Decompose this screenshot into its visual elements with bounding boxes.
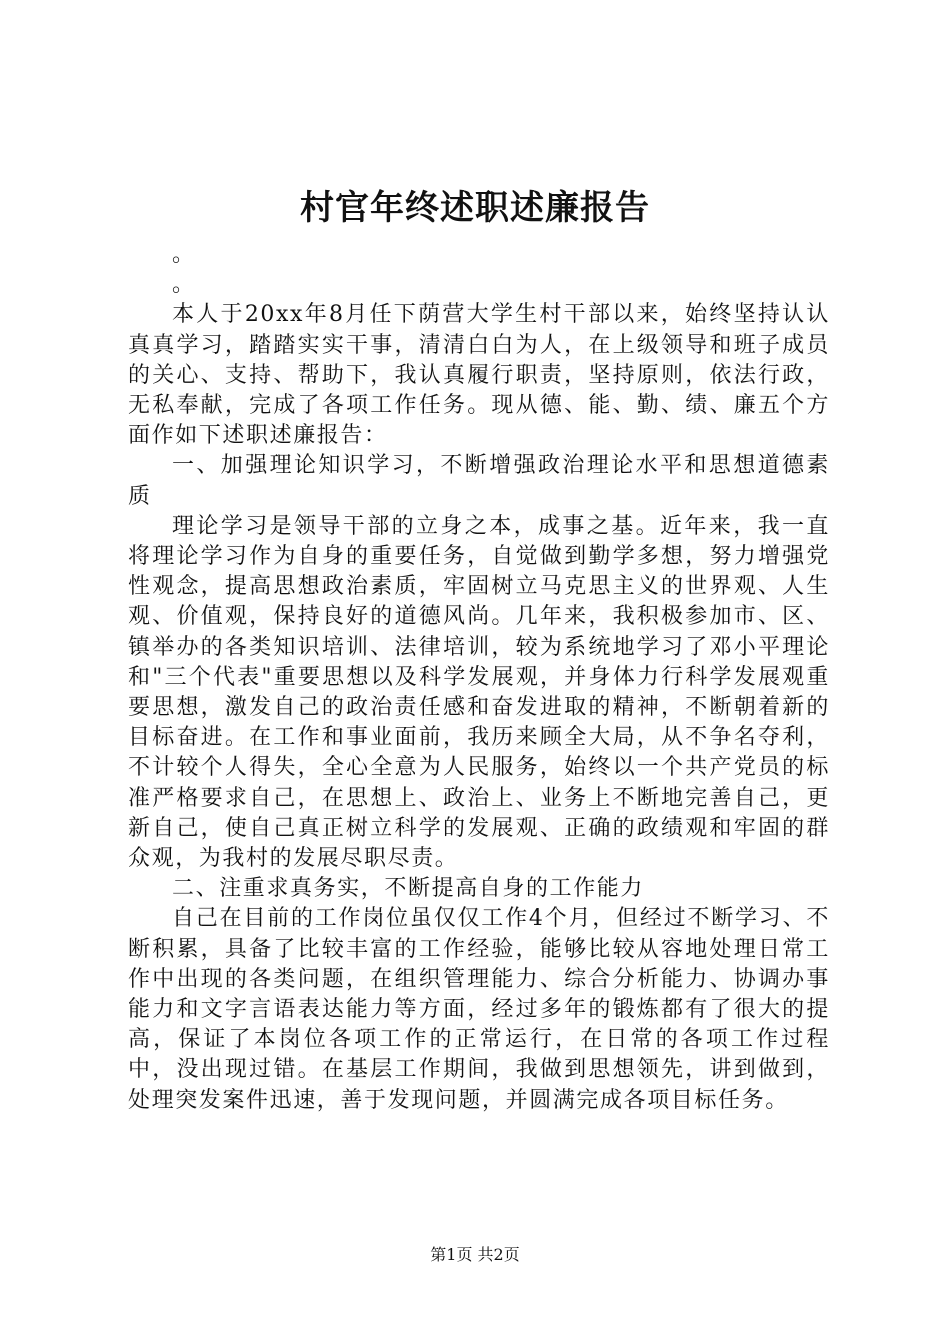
section-heading-2: 二、注重求真务实，不断提高自身的工作能力 (172, 876, 645, 902)
paragraph-section-2: 自己在目前的工作岗位虽仅仅工作4个月，但经过不断学习、不断积累，具备了比较丰富的工作经验，能够比较从容地处理日常工作中出现的各类问题，在组织管理能力、综合分析能力、协调办事能力和文字言语表达能力等方面，经过多年的锻炼都有了很大的提高，保证了本岗位各项工作的正常运行，在日常的各项工作过程中，没出现过错。在基层工作期间，我做到思想领先，讲到做到，处理突发案件迅速，善于发现问题，并圆满完成各项目标任务。 (128, 906, 830, 1113)
paragraph-intro: 本人于20xx年8月任下荫营大学生村干部以来，始终坚持认认真真学习，踏踏实实干事，清清白白为人，在上级领导和班子成员的关心、支持、帮助下，我认真履行职责，坚持原则，依法行政，无私奉献，完成了各项工作任务。现从德、能、勤、绩、廉五个方面作如下述职述廉报告： (128, 302, 830, 449)
document-body (128, 240, 830, 1116)
paragraph-section-1: 理论学习是领导干部的立身之本，成事之基。近年来，我一直将理论学习作为自身的重要任务，自觉做到勤学多想，努力增强党性观念，提高思想政治素质，牢固树立马克思主义的世界观、人生观、价值观，保持良好的道德风尚。几年来，我积极参加市、区、镇举办的各类知识培训、法律培训，较为系统地学习了邓小平理论和"三个代表"重要思想以及科学发展观，并身体力行科学发展观重要思想，激发自己的政治责任感和奋发进取的精神，不断朝着新的目标奋进。在工作和事业面前，我历来顾全大局，从不争名夺利，不计较个人得失，全心全意为人民服务，始终以一个共产党员的标准严格要求自己，在思想上、政治上、业务上不断地完善自己，更新自己，使自己真正树立科学的发展观、正确的政绩观和牢固的群众观，为我村的发展尽职尽责。 (128, 513, 830, 872)
section-heading-1: 一、加强理论知识学习，不断增强政治理论水平和思想道德素质 (128, 453, 830, 509)
document-title: 村官年终述职述廉报告 (300, 188, 650, 228)
page-number: 第1页 共2页 (430, 1245, 520, 1264)
paragraph-dot-2: 。 (172, 272, 196, 298)
paragraph-dot-1: 。 (172, 242, 196, 267)
